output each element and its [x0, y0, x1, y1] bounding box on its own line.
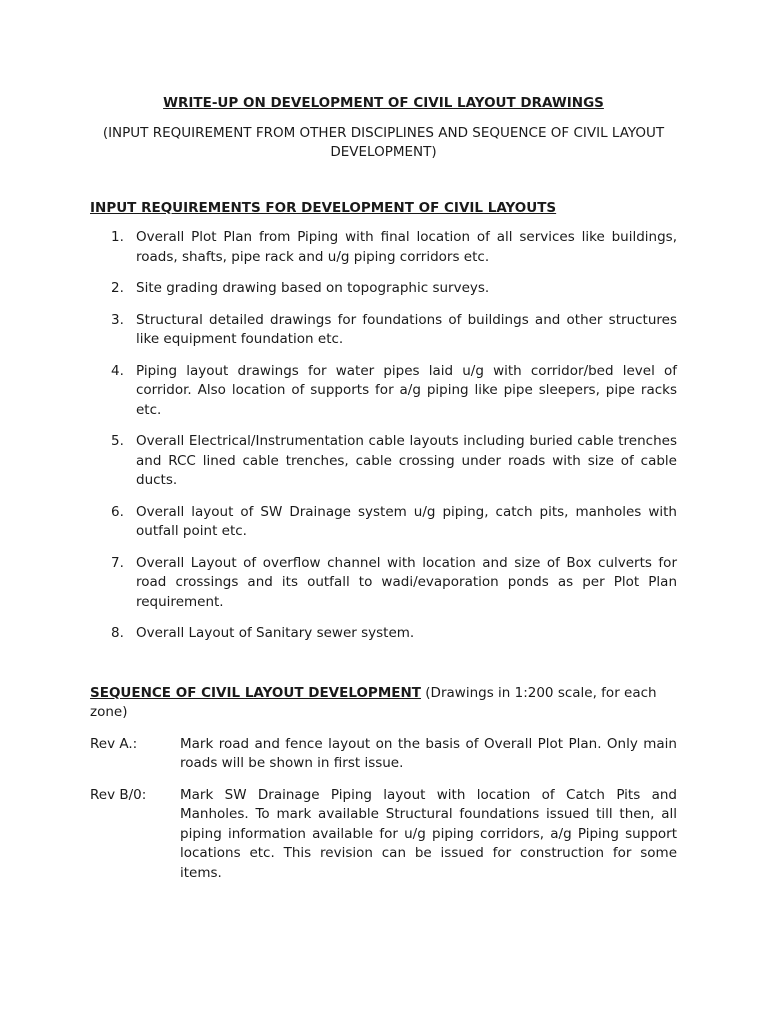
list-item [90, 228, 677, 267]
list-item [90, 362, 677, 421]
list-item-text: Overall Layout of overflow channel with location and size of Box culverts for road crossings and its outfall to wadi/evaporation ponds as per Plot Plan requirement. [136, 554, 677, 610]
revision-entry [90, 735, 677, 774]
list-item-text: Structural detailed drawings for foundations of buildings and other structures like equipment foundation etc. [136, 311, 677, 347]
revision-entry [90, 786, 677, 884]
list-item-text: Overall layout of SW Drainage system u/g piping, catch pits, manholes with outfall point etc. [136, 503, 677, 539]
section-heading-input-requirements: INPUT REQUIREMENTS FOR DEVELOPMENT OF CIVIL LAYOUTS [90, 199, 557, 216]
list-item-text: Overall Plot Plan from Piping with final location of all services like buildings, roads, shafts, pipe rack and u/g piping corridors etc. [136, 229, 677, 265]
list-item-number: 1. [111, 229, 124, 245]
revision-text: Mark road and fence layout on the basis of Overall Plot Plan. Only main roads will be shown in first issue. [180, 735, 677, 771]
section-heading-sequence [90, 684, 677, 723]
list-item [90, 503, 677, 542]
document-subtitle: (INPUT REQUIREMENT FROM OTHER DISCIPLINES AND SEQUENCE OF CIVIL LAYOUT DEVELOPMENT) [102, 124, 665, 160]
list-item-text: Site grading drawing based on topographic surveys. [136, 280, 490, 296]
list-item-number: 7. [111, 554, 124, 571]
list-item-text: Piping layout drawings for water pipes laid u/g with corridor/bed level of corridor. Also location of supports for a/g piping like pipe sleepers, pipe racks etc. [136, 362, 677, 418]
requirements-list [90, 228, 677, 644]
list-item [90, 554, 677, 613]
list-item-number: 3. [111, 311, 124, 328]
list-item-number: 4. [111, 362, 124, 379]
list-item [90, 624, 677, 644]
list-item [90, 279, 677, 299]
document-title: WRITE-UP ON DEVELOPMENT OF CIVIL LAYOUT DRAWINGS [163, 95, 604, 111]
list-item-number: 5. [111, 433, 124, 449]
list-item [90, 432, 677, 491]
list-item-number: 2. [111, 280, 124, 296]
list-item [90, 311, 677, 350]
list-item-text: Overall Layout of Sanitary sewer system. [136, 625, 415, 641]
list-item-text: Overall Electrical/Instrumentation cable layouts including buried cable trenches and RCC lined cable trenches, cable crossing under roads with size of cable ducts. [136, 433, 677, 488]
section-heading-sequence-note: (Drawings in 1:200 scale, for each zone) [90, 684, 657, 720]
list-item-number: 8. [111, 625, 124, 641]
revision-text: Mark SW Drainage Piping layout with location of Catch Pits and Manholes. To mark available Structural foundations issued till then, all piping information available for u/g piping corridors, a/g Piping support locations etc. This revision can be issued for construction for some items. [180, 786, 677, 881]
list-item-number: 6. [111, 503, 124, 520]
revision-label: Rev A.: [90, 735, 138, 752]
revision-label: Rev B/0: [90, 786, 147, 803]
section-heading-sequence-title: SEQUENCE OF CIVIL LAYOUT DEVELOPMENT [90, 684, 421, 701]
